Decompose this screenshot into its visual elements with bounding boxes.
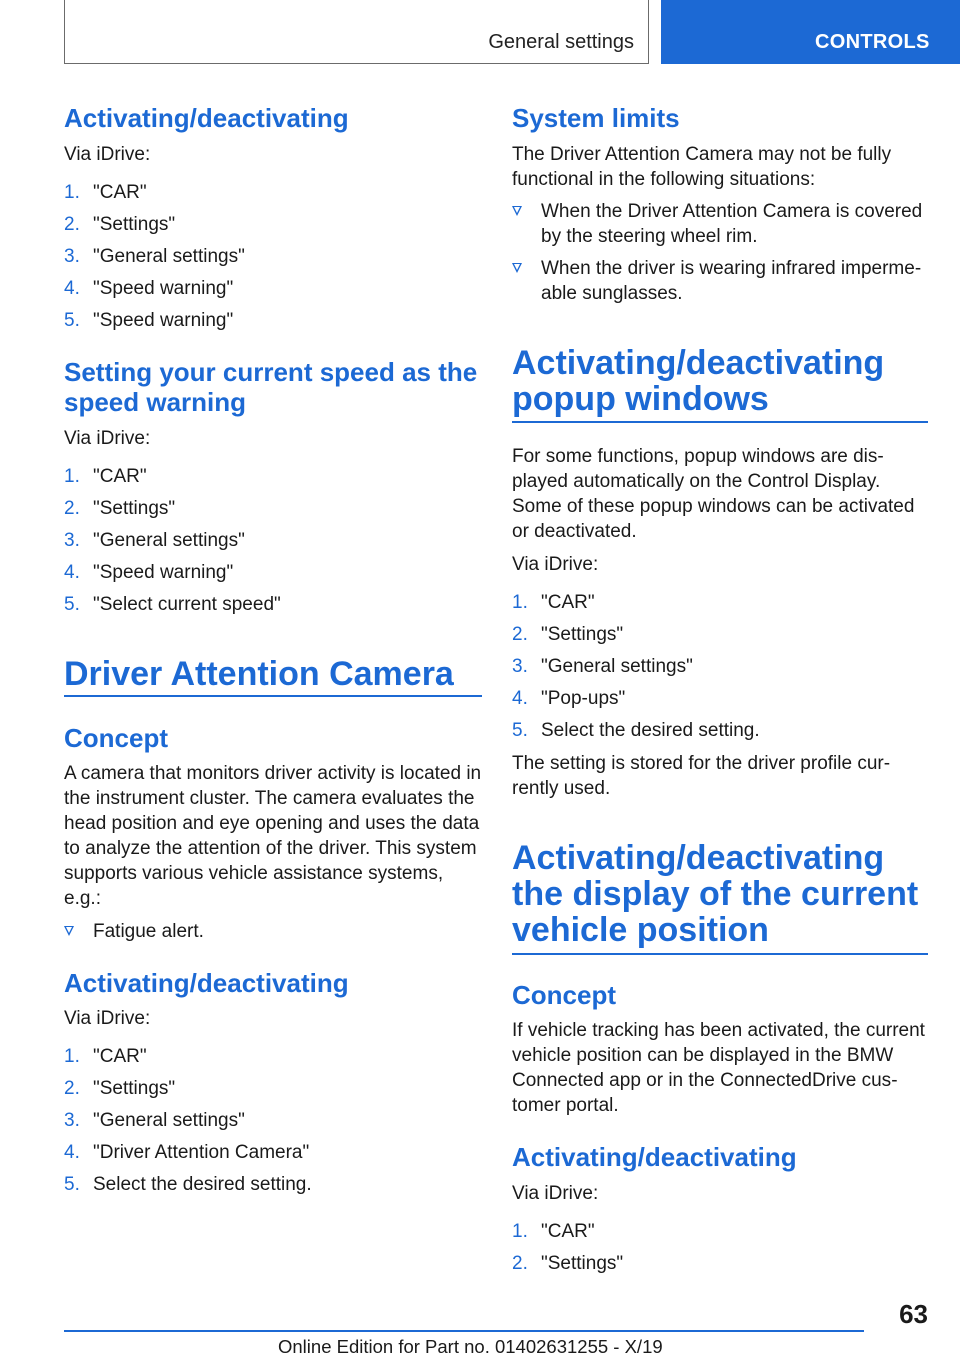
heading-system-limits: System limits xyxy=(512,103,680,133)
heading-popup-windows: Activating/deactivating popup windows xyxy=(512,344,885,418)
header-chapter-tab xyxy=(661,0,960,64)
via-idrive-2: Via iDrive: xyxy=(64,428,151,449)
heading-activating-deactivating-2: Activating/deactivating xyxy=(64,968,349,998)
triangle-bullet-icon xyxy=(512,206,522,216)
via-idrive-4: Via iDrive: xyxy=(512,554,599,575)
via-idrive-3: Via iDrive: xyxy=(64,1008,151,1029)
section-divider xyxy=(512,953,928,955)
stored-paragraph: The setting is stored for the driver profile currently used. xyxy=(512,753,891,799)
via-idrive-5: Via iDrive: xyxy=(512,1183,599,1204)
heading-concept: Concept xyxy=(64,723,168,753)
section-divider xyxy=(512,421,928,423)
heading-activating-deactivating-1: Activating/deactivating xyxy=(64,103,349,133)
header-section-box xyxy=(64,0,649,64)
header-chapter-label: CONTROLS xyxy=(815,31,930,53)
triangle-bullet-icon xyxy=(512,263,522,273)
header-section-title: General settings xyxy=(488,31,634,53)
triangle-bullet-icon xyxy=(64,926,74,936)
popup-paragraph: For some functions, popup windows are displayed automatically on the Control Display. Some of these popup windows can be activated or deactivated. xyxy=(512,446,915,542)
heading-concept-2: Concept xyxy=(512,980,616,1010)
footer-edition-text: Online Edition for Part no. 01402631255 - X/19 xyxy=(278,1336,663,1357)
page-number: 63 xyxy=(899,1299,928,1329)
heading-vehicle-position: Activating/deactivating the display of the current vehicle position xyxy=(512,839,919,949)
via-idrive-1: Via iDrive: xyxy=(64,144,151,165)
heading-activating-deactivating-3: Activating/deactivating xyxy=(512,1142,797,1172)
heading-setting-current-speed: Setting your current speed as the speed warning xyxy=(64,357,478,417)
concept-paragraph: A camera that monitors driver activity is located in the instrument cluster. The camera evaluates the head position and eye opening and uses the data to analyze the attention of the driver. This system supports various vehicle assistance systems, e.g.: xyxy=(64,763,482,909)
footer-divider xyxy=(64,1330,864,1332)
heading-driver-attention-camera: Driver Attention Camera xyxy=(64,655,454,693)
limits-paragraph: The Driver Attention Camera may not be fully functional in the following situations: xyxy=(512,144,892,190)
section-divider xyxy=(64,695,482,697)
concept2-paragraph: If vehicle tracking has been activated, the current vehicle position can be displayed in the BMW Connected app or in the ConnectedDrive customer portal. xyxy=(512,1020,925,1116)
